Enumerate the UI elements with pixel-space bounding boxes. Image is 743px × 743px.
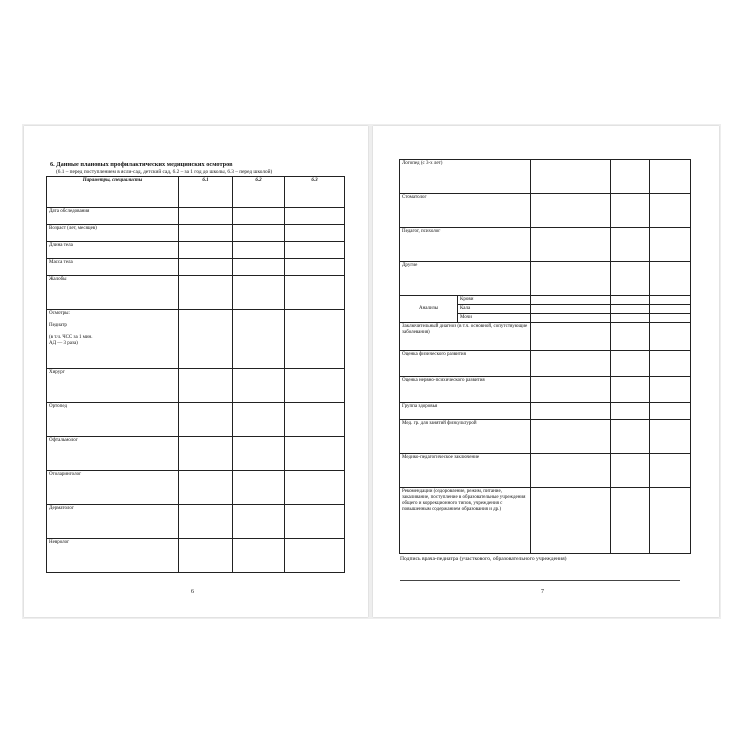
cell-6-1[interactable]	[179, 310, 233, 369]
cell-6-2[interactable]	[611, 228, 650, 262]
row-label: Логопед (с 3-х лет)	[400, 160, 531, 194]
table-row	[47, 208, 345, 225]
table-row	[47, 369, 345, 403]
exam-table-left	[46, 176, 345, 573]
row-label: Ортопед	[47, 403, 179, 437]
table-row	[400, 420, 691, 454]
cell-6-1[interactable]	[179, 505, 233, 539]
table-row	[47, 310, 345, 369]
cell-6-3[interactable]	[285, 505, 345, 539]
cell-6-1[interactable]	[531, 420, 611, 454]
cell-6-1[interactable]	[531, 454, 611, 488]
table-row	[47, 276, 345, 310]
cell-6-2[interactable]	[233, 471, 285, 505]
cell-6-2[interactable]	[233, 539, 285, 573]
cell-6-1[interactable]	[531, 377, 611, 403]
signature-caption: Подпись врача-педиатра (участкового, образовательного учреждения)	[400, 556, 567, 562]
cell-6-3[interactable]	[650, 262, 691, 296]
table-row	[400, 351, 691, 377]
cell-6-2[interactable]	[233, 437, 285, 471]
row-label: Заключительный диагноз (в т.ч. основной, сопутствующие заболевания)	[400, 323, 531, 351]
cell-6-3[interactable]	[285, 369, 345, 403]
cell-6-3[interactable]	[650, 377, 691, 403]
cell-6-1[interactable]	[531, 305, 611, 314]
row-label: Дата обследования	[47, 208, 179, 225]
row-label: Отоларинголог	[47, 471, 179, 505]
cell-6-1[interactable]	[179, 437, 233, 471]
exam-table-right	[399, 159, 691, 554]
row-label: Группа здоровья	[400, 403, 531, 420]
row-label: Возраст (лет, месяцев)	[47, 225, 179, 242]
cell-6-2[interactable]	[233, 310, 285, 369]
cell-6-1[interactable]	[531, 296, 611, 305]
analysis-label: Крови	[458, 296, 531, 305]
cell-6-2[interactable]	[233, 403, 285, 437]
header-6-3: 6.3	[285, 177, 345, 208]
cell-6-3[interactable]	[650, 454, 691, 488]
cell-6-2[interactable]	[611, 454, 650, 488]
signature-line[interactable]	[400, 580, 680, 581]
cell-6-3[interactable]	[650, 420, 691, 454]
cell-6-2[interactable]	[611, 314, 650, 323]
row-label: Педагог, психолог	[400, 228, 531, 262]
page-right	[373, 126, 719, 617]
row-label: Рекомендации (оздоровление, режим, питание, закаливание, поступление в образовательные учреждения общего и коррекционного типов, учреждения с повышенным содержанием образования и др.)	[400, 488, 531, 554]
table-row	[400, 323, 691, 351]
cell-6-3[interactable]	[650, 296, 691, 305]
table-row	[400, 228, 691, 262]
cell-6-1[interactable]	[531, 262, 611, 296]
table-row	[400, 488, 691, 554]
cell-6-3[interactable]	[285, 276, 345, 310]
section-subtitle: (6.1 – перед поступлением в ясли-сад, детский сад, 6.2 – за 1 год до школы, 6.3 – перед школой)	[56, 169, 273, 175]
table-row	[47, 505, 345, 539]
cell-6-3[interactable]	[285, 471, 345, 505]
cell-6-2[interactable]	[611, 296, 650, 305]
cell-6-2[interactable]	[233, 225, 285, 242]
table-row	[400, 403, 691, 420]
row-label: Хирург	[47, 369, 179, 403]
cell-6-2[interactable]	[233, 259, 285, 276]
cell-6-2[interactable]	[233, 505, 285, 539]
table-row	[400, 194, 691, 228]
table-row	[400, 454, 691, 488]
table-row	[47, 403, 345, 437]
row-label: Офтальмолог	[47, 437, 179, 471]
analysis-label: Кала	[458, 305, 531, 314]
cell-6-1[interactable]	[179, 208, 233, 225]
cell-6-1[interactable]	[179, 242, 233, 259]
table-row	[400, 296, 691, 305]
cell-6-3[interactable]	[285, 208, 345, 225]
cell-6-1[interactable]	[179, 403, 233, 437]
cell-6-3[interactable]	[285, 242, 345, 259]
cell-6-3[interactable]	[285, 437, 345, 471]
cell-6-1[interactable]	[531, 228, 611, 262]
cell-6-3[interactable]	[285, 310, 345, 369]
row-label: Мед. гр. для занятий физкультурой	[400, 420, 531, 454]
cell-6-3[interactable]	[650, 488, 691, 554]
row-label: Масса тела	[47, 259, 179, 276]
cell-6-2[interactable]	[611, 305, 650, 314]
cell-6-2[interactable]	[611, 403, 650, 420]
cell-6-3[interactable]	[285, 403, 345, 437]
cell-6-3[interactable]	[285, 539, 345, 573]
row-label: Длина тела	[47, 242, 179, 259]
table-row	[400, 262, 691, 296]
cell-6-1[interactable]	[531, 314, 611, 323]
cell-6-3[interactable]	[650, 403, 691, 420]
page-number: 7	[541, 589, 544, 595]
table-header-row	[47, 177, 345, 208]
cell-6-1[interactable]	[531, 488, 611, 554]
cell-6-1[interactable]	[179, 276, 233, 310]
cell-6-2[interactable]	[611, 262, 650, 296]
cell-6-2[interactable]	[611, 351, 650, 377]
cell-6-1[interactable]	[531, 403, 611, 420]
cell-6-1[interactable]	[179, 259, 233, 276]
cell-6-3[interactable]	[650, 351, 691, 377]
analyses-label: Анализы	[400, 296, 458, 323]
cell-6-2[interactable]	[611, 160, 650, 194]
table-row	[47, 539, 345, 573]
row-label: Жалобы	[47, 276, 179, 310]
cell-6-2[interactable]	[611, 488, 650, 554]
cell-6-1[interactable]	[179, 369, 233, 403]
cell-6-2[interactable]	[611, 323, 650, 351]
cell-6-2[interactable]	[233, 242, 285, 259]
table-row	[47, 242, 345, 259]
cell-6-1[interactable]	[531, 160, 611, 194]
cell-6-3[interactable]	[650, 305, 691, 314]
analysis-label: Мочи	[458, 314, 531, 323]
row-label: Невролог	[47, 539, 179, 573]
table-row	[400, 160, 691, 194]
cell-6-3[interactable]	[285, 259, 345, 276]
cell-6-2[interactable]	[233, 369, 285, 403]
cell-6-1[interactable]	[179, 539, 233, 573]
table-row	[47, 471, 345, 505]
row-label: Оценка физического развития	[400, 351, 531, 377]
cell-6-2[interactable]	[611, 194, 650, 228]
cell-6-3[interactable]	[650, 194, 691, 228]
table-row	[47, 225, 345, 242]
row-label: Дерматолог	[47, 505, 179, 539]
cell-6-2[interactable]	[611, 377, 650, 403]
cell-6-3[interactable]	[650, 228, 691, 262]
row-label: Осмотры: Педиатр (в т.ч. ЧСС за 1 мин. АД — 3 раза)	[47, 310, 179, 369]
page-number: 6	[191, 589, 194, 595]
row-label: Оценка нервно-психического развития	[400, 377, 531, 403]
header-parameters: Параметры, специалисты	[47, 177, 179, 208]
row-label: Другие	[400, 262, 531, 296]
cell-6-1[interactable]	[531, 194, 611, 228]
cell-6-1[interactable]	[179, 225, 233, 242]
cell-6-3[interactable]	[650, 314, 691, 323]
page-left	[24, 126, 368, 617]
cell-6-2[interactable]	[611, 420, 650, 454]
cell-6-3[interactable]	[285, 225, 345, 242]
cell-6-2[interactable]	[233, 208, 285, 225]
cell-6-3[interactable]	[650, 160, 691, 194]
row-label: Стоматолог	[400, 194, 531, 228]
cell-6-1[interactable]	[179, 471, 233, 505]
row-label: Медико-педагогическое заключение	[400, 454, 531, 488]
header-6-2: 6.2	[233, 177, 285, 208]
table-row	[400, 377, 691, 403]
cell-6-2[interactable]	[233, 276, 285, 310]
cell-6-3[interactable]	[650, 323, 691, 351]
table-row	[47, 259, 345, 276]
cell-6-1[interactable]	[531, 351, 611, 377]
header-6-1: 6.1	[179, 177, 233, 208]
section-title: 6. Данные плановых профилактических медицинских осмотров	[50, 161, 233, 168]
cell-6-1[interactable]	[531, 323, 611, 351]
table-row	[47, 437, 345, 471]
